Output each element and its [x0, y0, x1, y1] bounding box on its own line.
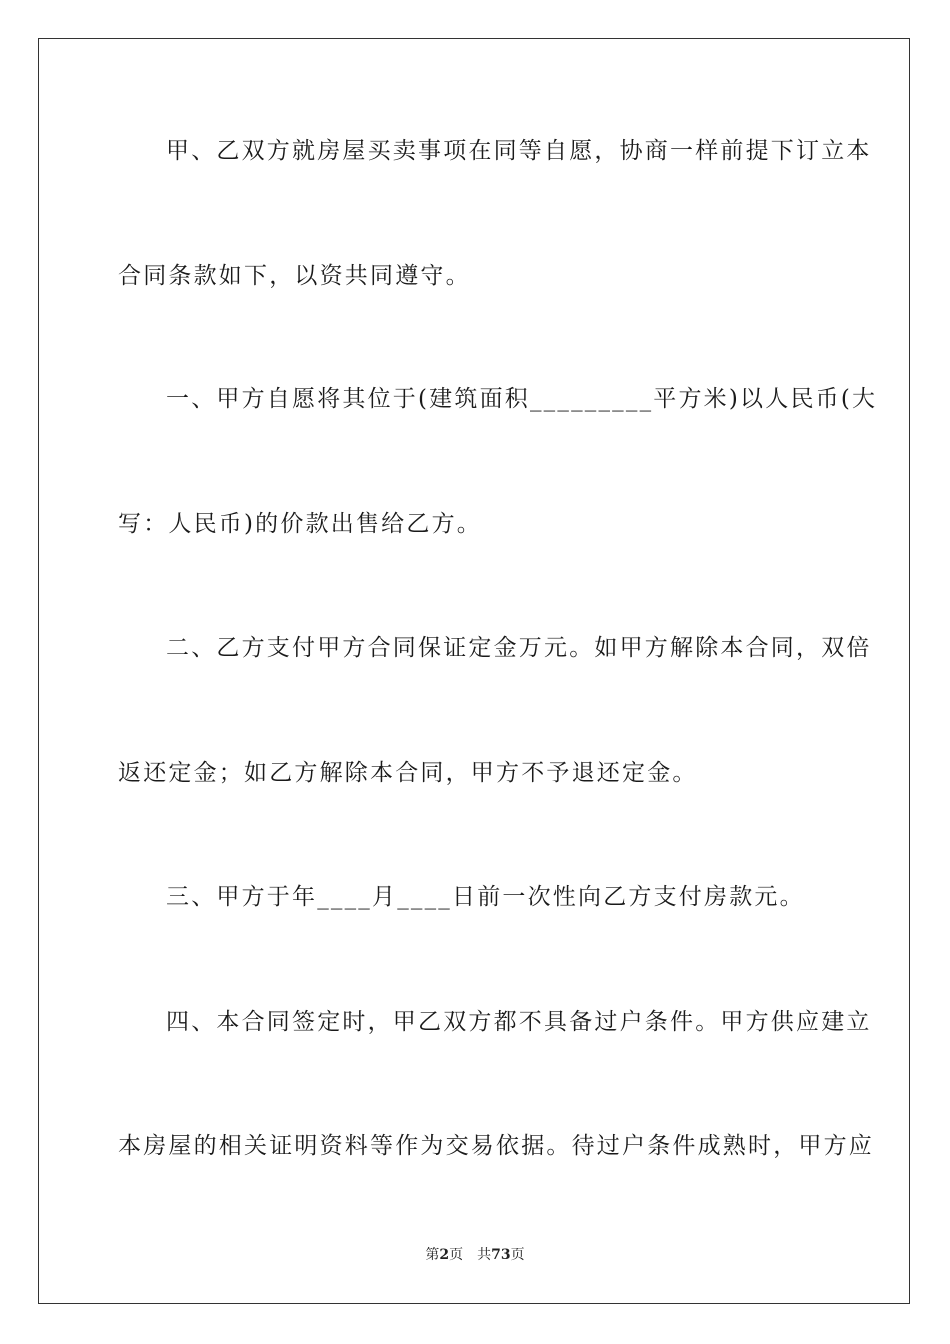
page-frame	[38, 38, 910, 1304]
footer-total-prefix: 共	[477, 1247, 492, 1263]
paragraph-line-8: 四、本合同签定时，甲乙双方都不具备过户条件。甲方供应建立	[166, 1009, 872, 1035]
paragraph-line-2: 合同条款如下，以资共同遵守。	[118, 263, 471, 289]
page-footer	[0, 1246, 950, 1264]
paragraph-line-6: 返还定金；如乙方解除本合同，甲方不予退还定金。	[118, 760, 698, 786]
paragraph-line-5: 二、乙方支付甲方合同保证定金万元。如甲方解除本合同，双倍	[166, 635, 872, 661]
paragraph-line-7: 三、甲方于年____月____日前一次性向乙方支付房款元。	[166, 884, 805, 910]
paragraph-line-9: 本房屋的相关证明资料等作为交易依据。待过户条件成熟时，甲方应	[118, 1133, 874, 1159]
paragraph-line-3: 一、甲方自愿将其位于(建筑面积_________平方米)以人民币(大	[166, 386, 878, 412]
footer-page-number: 2	[439, 1247, 450, 1263]
paragraph-line-1: 甲、乙双方就房屋买卖事项在同等自愿，协商一样前提下订立本	[166, 138, 872, 164]
paragraph-line-4: 写：人民币)的价款出售给乙方。	[118, 511, 482, 537]
footer-total-suffix: 页	[510, 1247, 525, 1263]
footer-total-pages: 73	[491, 1247, 511, 1263]
footer-page-suffix: 页	[449, 1247, 464, 1263]
footer-page-prefix: 第	[425, 1247, 440, 1263]
